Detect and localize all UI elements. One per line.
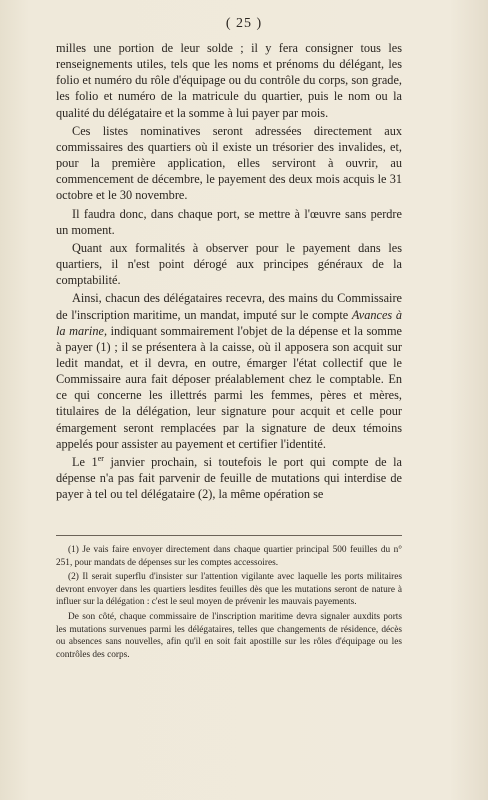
ordinal-superscript: er [97,453,104,463]
footnote-2: (2) Il serait superflu d'insister sur l'attention vigilante avec laquelle les ports militaires devront envoyer dans les quartiers lesdites feuilles dès que les mutations seront de nature à influer sur la délégation : c'est le seul moyen de prévenir les mauvais payements. [56,572,402,608]
paragraph-6-part-a: Le 1 [72,454,98,469]
page-number: ( 25 ) [225,16,263,31]
paragraph-5 [56,290,402,452]
paragraph-3: Il faudra donc, dans chaque port, se mettre à l'œuvre sans perdre un moment. [56,206,402,237]
footnotes [56,544,402,663]
paragraph-5-part-b: indiquant sommairement l'objet de la dépense et la somme à payer (1) ; il se présentera à la caisse, où il apposera son acquit sur ledit mandat, et il devra, en outre, émarger l'état collectif que le Commissaire aura fait déposer préalablement chez le comptable. En ce qui concerne les illettrés parmi les femmes, pères et mères, titulaires de la délégation, leur signature pour acquit et celle pour émargement seront remplacées par la signature de deux témoins appelés pour assister au payement et certifier l'identité. [56,323,402,451]
footnote-1: (1) Je vais faire envoyer directement dans chaque quartier principal 500 feuilles du n° 251, pour mandats de dépenses sur les comptes accessoires. [56,545,402,568]
footnote-2-continued: De son côté, chaque commissaire de l'inscription maritime devra signaler auxdits ports les mutations survenues parmi les délégataires, telles que changements de résidence, décès ou absences sans nouvelles, afin qu'il en soit fait apostille sur les rôles d'équipage ou les contrôles des corps. [56,611,402,660]
paragraph-4: Quant aux formalités à observer pour le payement dans les quartiers, il n'est point dérogé aux principes généraux de la comptabilité. [56,240,402,288]
paragraph-1: milles une portion de leur solde ; il y fera consigner tous les renseignements utiles, tels que les noms et prénoms du délégant, les folio et numéro du rôle d'équipage ou du contrôle du corps, son grade, les folio et numéro de la matricule du quartier, puis le nom ou la qualité du délégataire et la somme à lui payer par mois. [56,41,402,120]
paragraph-6 [56,454,402,502]
body-text [56,40,402,504]
account-name-italic: Avances à la marine, [56,307,402,338]
paragraph-5-part-a: Ainsi, chacun des délégataires recevra, des mains du Commissaire de l'inscription maritime, un mandat, imputé sur le compte [56,291,402,322]
footnote-separator [56,535,402,536]
paragraph-2: Ces listes nominatives seront adressées directement aux commissaires des quartiers où il existe un trésorier des invalides, et, pour la première application, elles serviront à ouvrir, au commencement de décembre, le payement des deux mois acquis le 31 octobre et le 30 novembre. [56,123,402,203]
paragraph-6-part-b: janvier prochain, si toutefois le port qui compte de la dépense n'a pas fait parvenir de feuille de mutations qui interdise de payer à tel ou tel délégataire (2), la même opération se [56,454,402,502]
